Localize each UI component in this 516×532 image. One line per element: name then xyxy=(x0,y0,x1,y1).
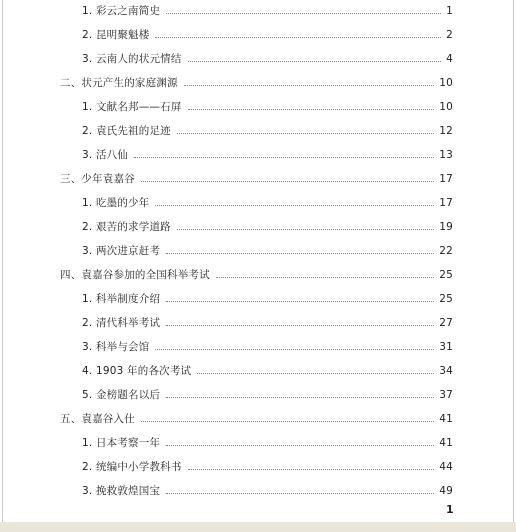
toc-chapter-entry[interactable] xyxy=(60,410,453,426)
toc-entry-page: 17 xyxy=(439,197,453,209)
dot-leader xyxy=(166,492,434,494)
toc-entry-page: 41 xyxy=(439,413,453,425)
toc-entry-title: 2. 清代科举考试 xyxy=(82,317,161,329)
toc-section-entry[interactable] xyxy=(82,290,453,306)
dot-leader xyxy=(166,324,434,326)
toc-chapter-entry[interactable] xyxy=(60,74,453,90)
dot-leader xyxy=(166,300,434,302)
toc-section-entry[interactable] xyxy=(82,386,453,402)
toc-entry-title: 4. 1903 年的各次考试 xyxy=(82,365,192,377)
dot-leader xyxy=(177,228,434,230)
dot-leader xyxy=(188,468,435,470)
dot-leader xyxy=(166,444,434,446)
toc-section-entry[interactable] xyxy=(82,98,453,114)
toc-entry-title: 1. 科举制度介绍 xyxy=(82,293,161,305)
dot-leader xyxy=(197,372,434,374)
toc-section-entry[interactable] xyxy=(82,194,453,210)
toc-entry-title: 2. 统编中小学教科书 xyxy=(82,461,182,473)
toc-entry-title: 1. 吃墨的少年 xyxy=(82,197,150,209)
page-bottom-band xyxy=(0,522,516,532)
toc-section-entry[interactable] xyxy=(82,242,453,258)
toc-entry-page: 22 xyxy=(439,245,453,257)
toc-section-entry[interactable] xyxy=(82,434,453,450)
dot-leader xyxy=(184,84,435,86)
toc-entry-title: 1. 彩云之南简史 xyxy=(82,5,161,17)
dot-leader xyxy=(134,156,434,158)
toc-entry-title: 二、状元产生的家庭渊源 xyxy=(60,77,178,89)
toc-entry-title: 1. 日本考察一年 xyxy=(82,437,161,449)
toc-entry-page: 34 xyxy=(439,365,453,377)
toc-section-entry[interactable] xyxy=(82,338,453,354)
toc-entry-page: 27 xyxy=(439,317,453,329)
toc-entry-title: 1. 文献名邦——石屏 xyxy=(82,101,182,113)
dot-leader xyxy=(188,108,435,110)
toc-entry-page: 4 xyxy=(446,53,453,65)
toc-entry-page: 49 xyxy=(439,485,453,497)
toc-entry-title: 三、少年袁嘉谷 xyxy=(60,173,135,185)
toc-entry-page: 31 xyxy=(439,341,453,353)
toc-entry-page: 12 xyxy=(439,125,453,137)
dot-leader xyxy=(155,204,434,206)
dot-leader xyxy=(166,396,434,398)
toc-chapter-entry[interactable] xyxy=(60,170,453,186)
toc-entry-page: 10 xyxy=(439,101,453,113)
toc-section-entry[interactable] xyxy=(82,50,453,66)
toc-entry-title: 3. 挽救敦煌国宝 xyxy=(82,485,161,497)
toc-entry-page: 10 xyxy=(439,77,453,89)
toc-entry-page: 37 xyxy=(439,389,453,401)
toc-chapter-entry[interactable] xyxy=(60,266,453,282)
page-right-border xyxy=(513,0,514,522)
dot-leader xyxy=(141,420,434,422)
toc-entry-page: 19 xyxy=(439,221,453,233)
dot-leader xyxy=(216,276,434,278)
toc-section-entry[interactable] xyxy=(82,2,453,18)
toc-section-entry[interactable] xyxy=(82,26,453,42)
dot-leader xyxy=(177,132,434,134)
toc-section-entry[interactable] xyxy=(82,146,453,162)
toc-entry-title: 3. 云南人的状元情结 xyxy=(82,53,182,65)
toc-entry-title: 2. 袁氏先祖的足迹 xyxy=(82,125,171,137)
toc-entry-page: 44 xyxy=(439,461,453,473)
page-number: 1 xyxy=(446,503,454,516)
dot-leader xyxy=(188,60,442,62)
toc-section-entry[interactable] xyxy=(82,218,453,234)
dot-leader xyxy=(141,180,434,182)
toc-entry-page: 25 xyxy=(439,293,453,305)
dot-leader xyxy=(155,348,434,350)
toc-entry-title: 2. 昆明聚魁楼 xyxy=(82,29,150,41)
toc-entry-page: 41 xyxy=(439,437,453,449)
toc-section-entry[interactable] xyxy=(82,482,453,498)
dot-leader xyxy=(155,36,441,38)
toc-section-entry[interactable] xyxy=(82,314,453,330)
dot-leader xyxy=(166,252,434,254)
toc-entry-title: 5. 金榜题名以后 xyxy=(82,389,161,401)
toc-entry-title: 五、袁嘉谷入仕 xyxy=(60,413,135,425)
toc-section-entry[interactable] xyxy=(82,458,453,474)
toc-entry-title: 2. 艰苦的求学道路 xyxy=(82,221,171,233)
toc-entry-title: 3. 科举与会馆 xyxy=(82,341,150,353)
toc-entry-page: 17 xyxy=(439,173,453,185)
page-left-border xyxy=(2,0,3,522)
toc-section-entry[interactable] xyxy=(82,362,453,378)
toc-entry-title: 3. 活八仙 xyxy=(82,149,129,161)
toc-entry-page: 2 xyxy=(446,29,453,41)
toc-section-entry[interactable] xyxy=(82,122,453,138)
toc-entry-title: 四、袁嘉谷参加的全国科举考试 xyxy=(60,269,210,281)
dot-leader xyxy=(166,12,441,14)
toc-entry-page: 25 xyxy=(439,269,453,281)
toc-entry-page: 13 xyxy=(439,149,453,161)
toc-entry-title: 3. 两次进京赶考 xyxy=(82,245,161,257)
toc-entry-page: 1 xyxy=(446,5,453,17)
